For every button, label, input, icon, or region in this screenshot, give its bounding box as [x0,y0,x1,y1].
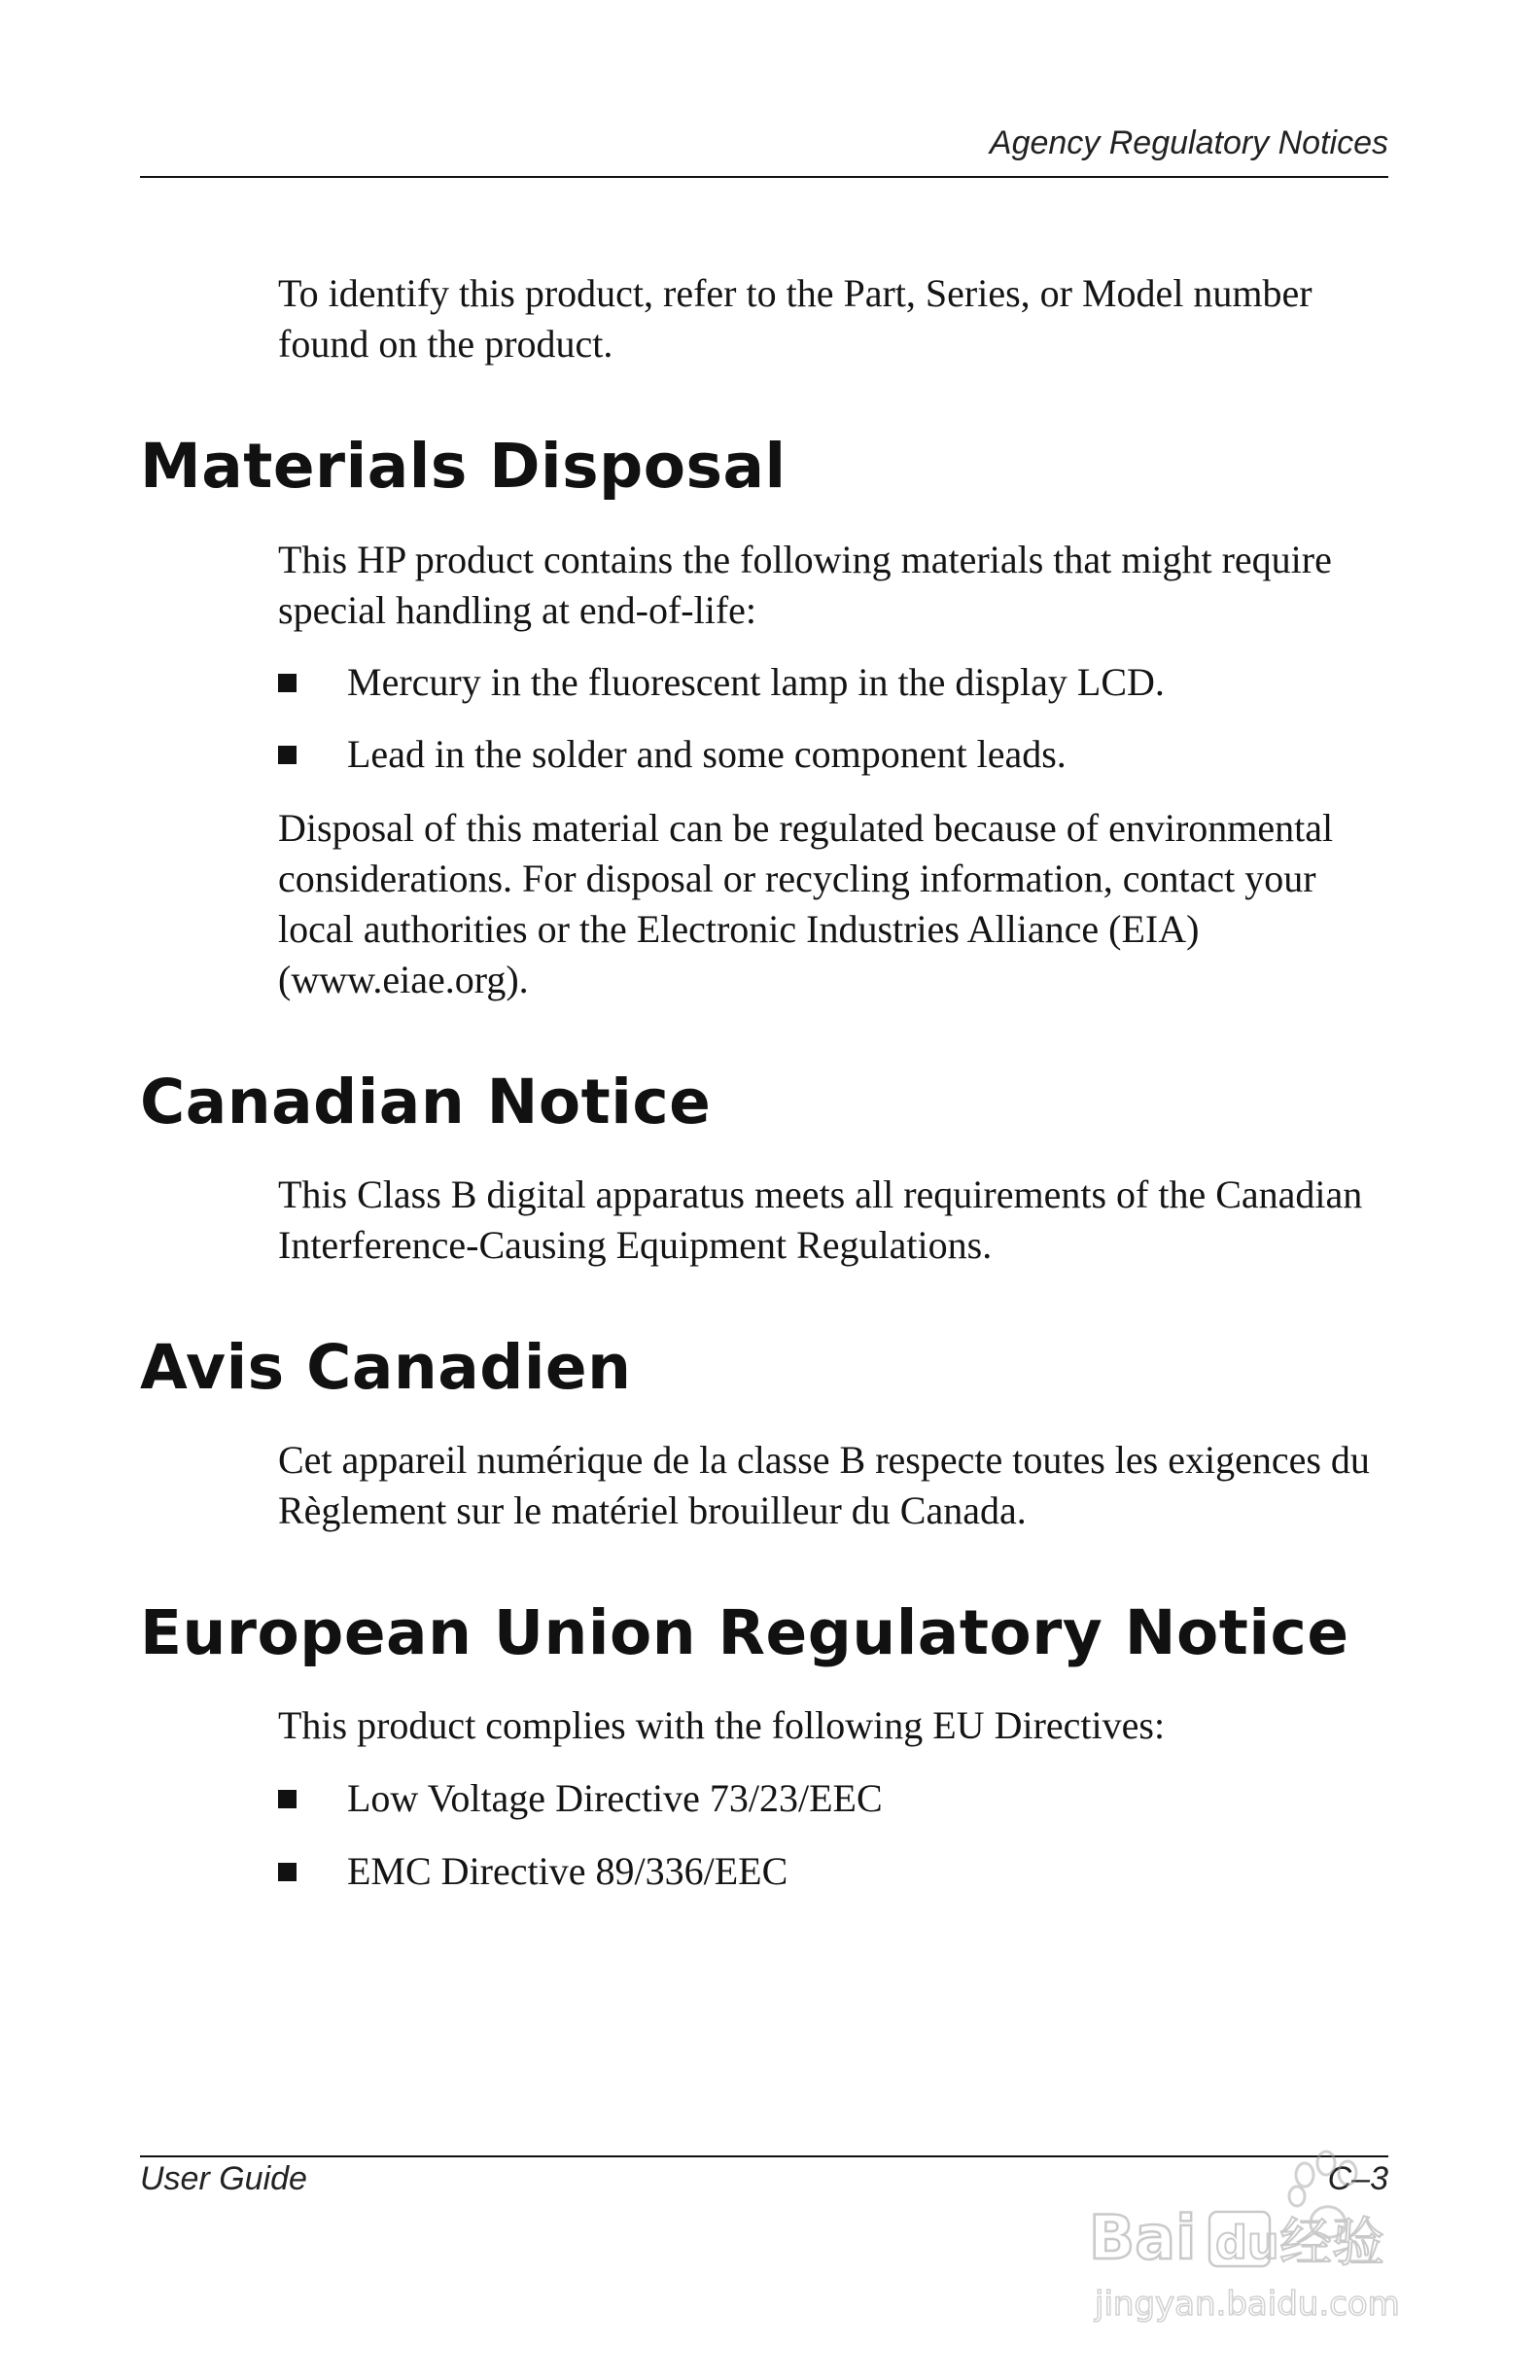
bullet-text: Low Voltage Directive 73/23/EEC [347,1776,883,1820]
bullet-text: Lead in the solder and some component leads. [347,732,1067,776]
baidu-watermark-logo [1081,2134,1441,2338]
footer-page-number: C–3 [1327,2160,1388,2197]
bullet-square-icon [278,1790,297,1808]
bullet-square-icon [278,1863,297,1881]
svg-text:经验: 经验 [1279,2212,1384,2273]
bullet-text: Mercury in the fluorescent lamp in the display LCD. [347,660,1165,704]
list-item [278,1846,1386,1897]
bullet-text: EMC Directive 89/336/EEC [347,1849,788,1893]
materials-lead-paragraph: This HP product contains the following materials that might require special handling at end-of-life: [278,538,1332,632]
intro-paragraph: To identify this product, refer to the Part, Series, or Model number found on the product. [278,271,1312,366]
list-item [278,657,1386,708]
header-rule [140,176,1388,178]
svg-text:Bai: Bai [1089,2202,1197,2273]
canadian-notice-heading: Canadian Notice [140,1067,712,1138]
avis-canadien-heading: Avis Canadien [140,1332,632,1403]
eu-regulatory-notice-heading: European Union Regulatory Notice [140,1597,1349,1668]
footer-document-title: User Guide [140,2160,307,2197]
eu-lead-paragraph: This product complies with the following EU Directives: [278,1703,1166,1747]
list-item [278,729,1386,780]
running-header-title: Agency Regulatory Notices [989,124,1388,161]
canadian-notice-paragraph: This Class B digital apparatus meets all requirements of the Canadian Interference-Causing Equipment Regulations. [278,1172,1363,1267]
list-item [278,1773,1386,1824]
svg-text:jingyan.baidu.com: jingyan.baidu.com [1095,2285,1400,2324]
avis-canadien-paragraph: Cet appareil numérique de la classe B respecte toutes les exigences du Règlement sur le matériel brouilleur du Canada. [278,1438,1370,1532]
bullet-square-icon [278,746,297,764]
bullet-square-icon [278,674,297,692]
svg-text:du: du [1215,2217,1279,2269]
materials-disposal-heading: Materials Disposal [140,431,787,502]
materials-closing-paragraph: Disposal of this material can be regulated because of environmental considerations. For disposal or recycling information, contact your local authorities or the Electronic Industries Alliance (EIA) (www.eiae.org). [278,806,1334,1001]
